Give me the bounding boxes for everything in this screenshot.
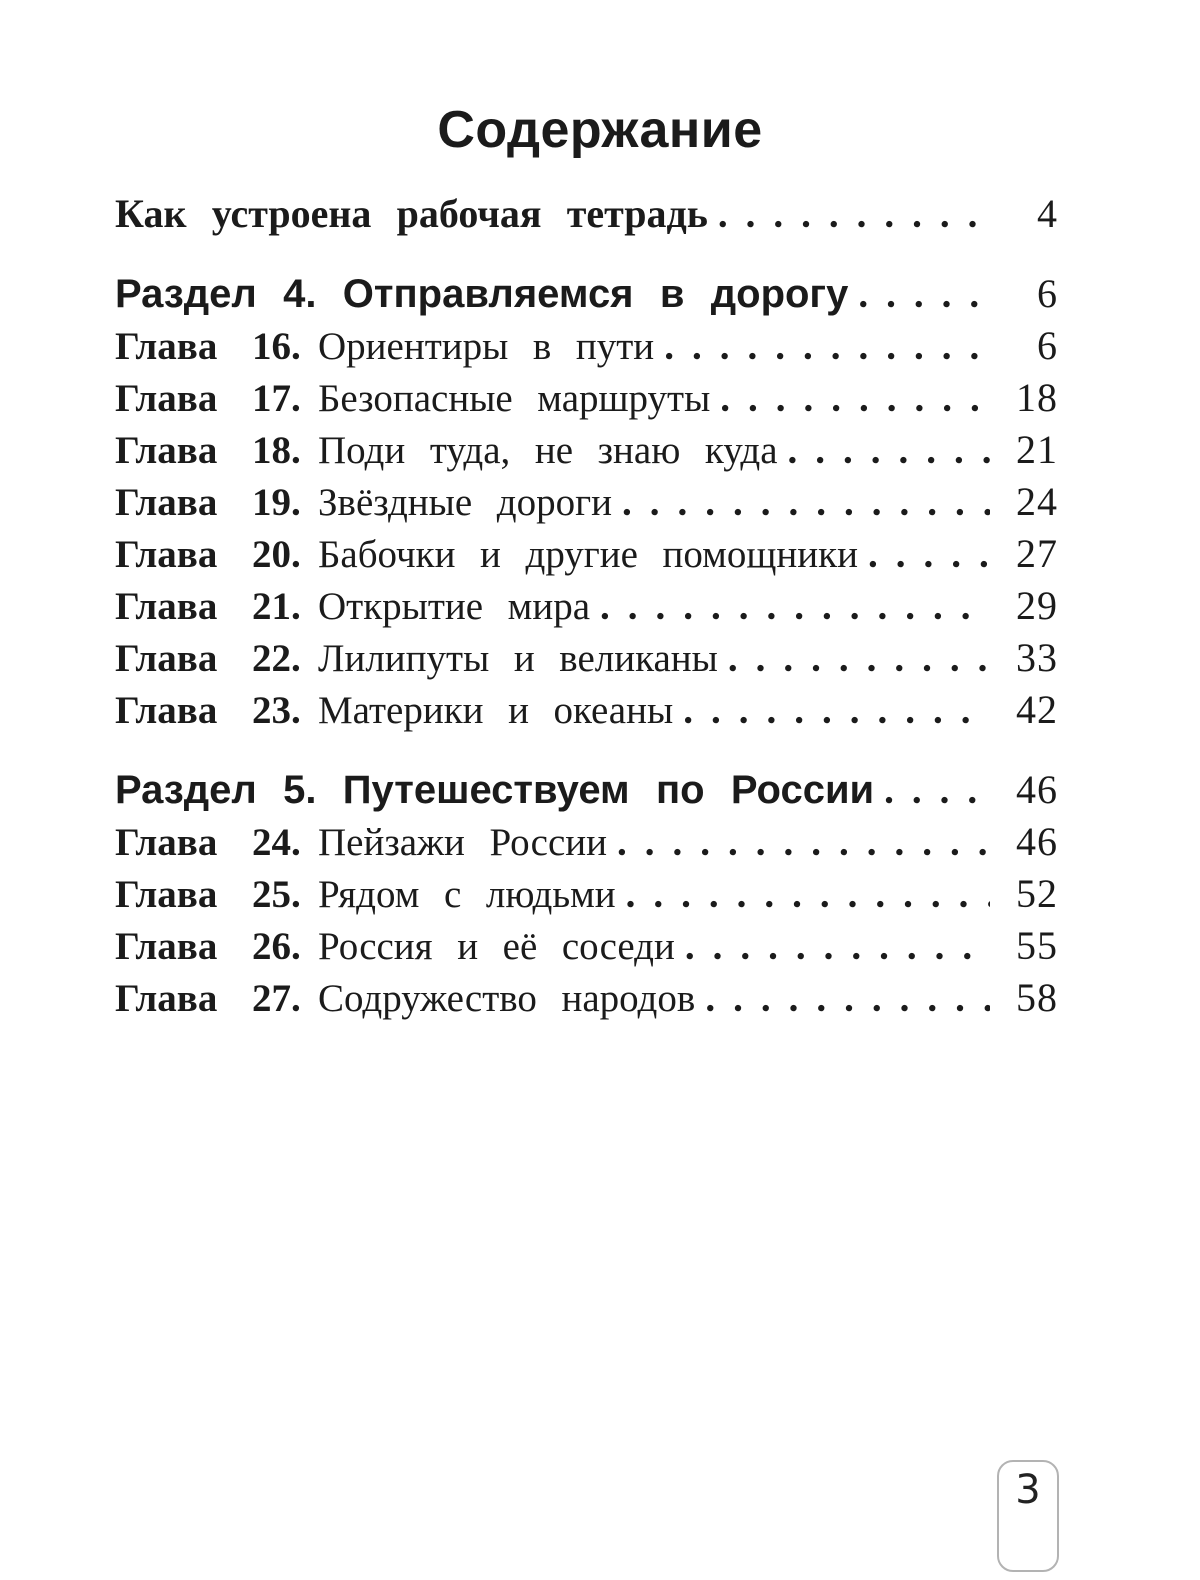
chapter-title: Россия и её соседи <box>318 925 675 968</box>
entry-page-number: 52 <box>1016 871 1058 916</box>
chapter-number: 24. <box>252 821 301 864</box>
chapter-label: Глава <box>115 533 218 576</box>
dot-leader <box>720 373 990 425</box>
chapter-title: Лилипуты и великаны <box>318 637 718 680</box>
dot-leader <box>622 477 990 529</box>
chapter-title: Материки и океаны <box>318 689 674 732</box>
toc-entry-chapter <box>115 632 1058 684</box>
page-number: 3 <box>1015 1467 1041 1513</box>
chapter-number: 25. <box>252 873 301 916</box>
dot-leader <box>617 817 990 869</box>
entry-page-number: 24 <box>1016 479 1058 524</box>
dot-leader <box>600 581 990 633</box>
entry-page-number: 6 <box>1037 271 1058 316</box>
toc-entry-chapter <box>115 476 1058 528</box>
chapter-label: Глава <box>115 481 218 524</box>
chapter-title: Безопасные маршруты <box>318 377 711 420</box>
chapter-number: 20. <box>252 533 301 576</box>
section-text: Раздел 4. Отправляемся в дорогу <box>115 272 849 316</box>
toc-entry-section <box>115 268 1058 320</box>
dot-leader <box>685 921 990 973</box>
toc-entry-chapter <box>115 972 1058 1024</box>
dot-leader <box>718 189 990 241</box>
dot-leader <box>664 321 990 373</box>
chapter-title: Содружество народов <box>318 977 696 1020</box>
entry-page-number: 46 <box>1016 767 1058 812</box>
chapter-number: 17. <box>252 377 301 420</box>
chapter-label: Глава <box>115 689 218 732</box>
chapter-title: Звёздные дороги <box>318 481 612 524</box>
toc-entry-intro <box>115 188 1058 240</box>
chapter-title: Пейзажи России <box>318 821 608 864</box>
toc-entry-section <box>115 764 1058 816</box>
chapter-number: 21. <box>252 585 301 628</box>
chapter-label: Глава <box>115 325 218 368</box>
dot-leader <box>868 529 990 581</box>
chapter-number: 22. <box>252 637 301 680</box>
chapter-title: Открытие мира <box>318 585 591 628</box>
chapter-title: Ориентиры в пути <box>318 325 655 368</box>
entry-page-number: 4 <box>1037 191 1058 236</box>
page-number-badge <box>997 1460 1059 1572</box>
chapter-title: Бабочки и другие помощники <box>318 533 858 576</box>
chapter-title: Поди туда, не знаю куда <box>318 429 778 472</box>
chapter-number: 23. <box>252 689 301 732</box>
entry-page-number: 27 <box>1016 531 1058 576</box>
toc-entry-chapter <box>115 920 1058 972</box>
entry-page-number: 58 <box>1016 975 1058 1020</box>
chapter-label: Глава <box>115 637 218 680</box>
chapter-number: 19. <box>252 481 301 524</box>
toc-entry-chapter <box>115 868 1058 920</box>
dot-leader <box>788 425 990 477</box>
dot-leader <box>683 685 990 737</box>
entry-page-number: 6 <box>1037 323 1058 368</box>
chapter-label: Глава <box>115 429 218 472</box>
chapter-number: 27. <box>252 977 301 1020</box>
chapter-label: Глава <box>115 377 218 420</box>
entry-page-number: 33 <box>1016 635 1058 680</box>
entry-page-number: 46 <box>1016 819 1058 864</box>
section-text: Раздел 5. Путешествуем по России <box>115 768 875 812</box>
intro-text: Как устроена рабочая тетрадь <box>115 191 708 236</box>
entry-page-number: 55 <box>1016 923 1058 968</box>
entry-page-number: 29 <box>1016 583 1058 628</box>
dot-leader <box>705 973 990 1025</box>
toc-entry-chapter <box>115 684 1058 736</box>
dot-leader <box>858 269 990 321</box>
entry-page-number: 21 <box>1016 427 1058 472</box>
toc-list <box>115 188 1058 1024</box>
chapter-label: Глава <box>115 925 218 968</box>
toc-entry-chapter <box>115 580 1058 632</box>
toc-entry-chapter <box>115 372 1058 424</box>
toc-entry-chapter <box>115 816 1058 868</box>
chapter-label: Глава <box>115 977 218 1020</box>
chapter-label: Глава <box>115 585 218 628</box>
toc-entry-chapter <box>115 424 1058 476</box>
chapter-title: Рядом с людьми <box>318 873 616 916</box>
entry-page-number: 42 <box>1016 687 1058 732</box>
entry-page-number: 18 <box>1016 375 1058 420</box>
chapter-number: 16. <box>252 325 301 368</box>
chapter-number: 26. <box>252 925 301 968</box>
dot-leader <box>626 869 990 921</box>
dot-leader <box>884 765 990 817</box>
page-title: Содержание <box>437 101 763 159</box>
chapter-label: Глава <box>115 821 218 864</box>
chapter-number: 18. <box>252 429 301 472</box>
toc-entry-chapter <box>115 320 1058 372</box>
toc-entry-chapter <box>115 528 1058 580</box>
dot-leader <box>728 633 990 685</box>
chapter-label: Глава <box>115 873 218 916</box>
